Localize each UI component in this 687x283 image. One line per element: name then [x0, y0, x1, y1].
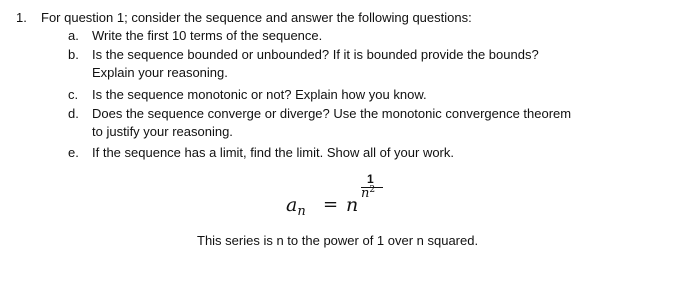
- sequence-formula: [286, 172, 426, 222]
- formula-lhs-base: a: [286, 194, 298, 216]
- item-text: Does the sequence converge or diverge? Use the monotonic convergence theorem: [92, 106, 572, 121]
- item-letter: a.: [68, 28, 79, 43]
- item-letter: e.: [68, 145, 79, 160]
- question-number: 1.: [16, 10, 27, 25]
- question-heading: [16, 9, 472, 26]
- formula-lhs: [286, 194, 306, 219]
- exponent-numerator: 1: [367, 172, 374, 186]
- formula-equals: =: [323, 194, 339, 215]
- formula-lhs-subscript: n: [297, 204, 306, 219]
- formula-exponent: [358, 172, 388, 202]
- item-letter: b.: [68, 47, 79, 62]
- exponent-denominator-power: 2: [369, 185, 376, 195]
- item-letter: d.: [68, 106, 79, 121]
- question-text: For question 1; consider the sequence and answer the following questions:: [41, 10, 472, 25]
- item-text: Write the first 10 terms of the sequence.: [92, 28, 323, 43]
- item-text: If the sequence has a limit, find the limit. Show all of your work.: [92, 145, 455, 160]
- item-letter: c.: [68, 87, 79, 102]
- item-text: Is the sequence monotonic or not? Explain how you know.: [92, 87, 427, 102]
- item-text: Is the sequence bounded or unbounded? If it is bounded provide the bounds?: [92, 47, 539, 62]
- exponent-denominator: [361, 186, 375, 201]
- item-text-continued: to justify your reasoning.: [92, 124, 233, 139]
- formula-caption: This series is n to the power of 1 over n squared.: [197, 233, 479, 248]
- item-text-continued: Explain your reasoning.: [92, 65, 228, 80]
- exponent-denominator-var: n: [361, 186, 370, 201]
- formula-base: n: [346, 194, 359, 216]
